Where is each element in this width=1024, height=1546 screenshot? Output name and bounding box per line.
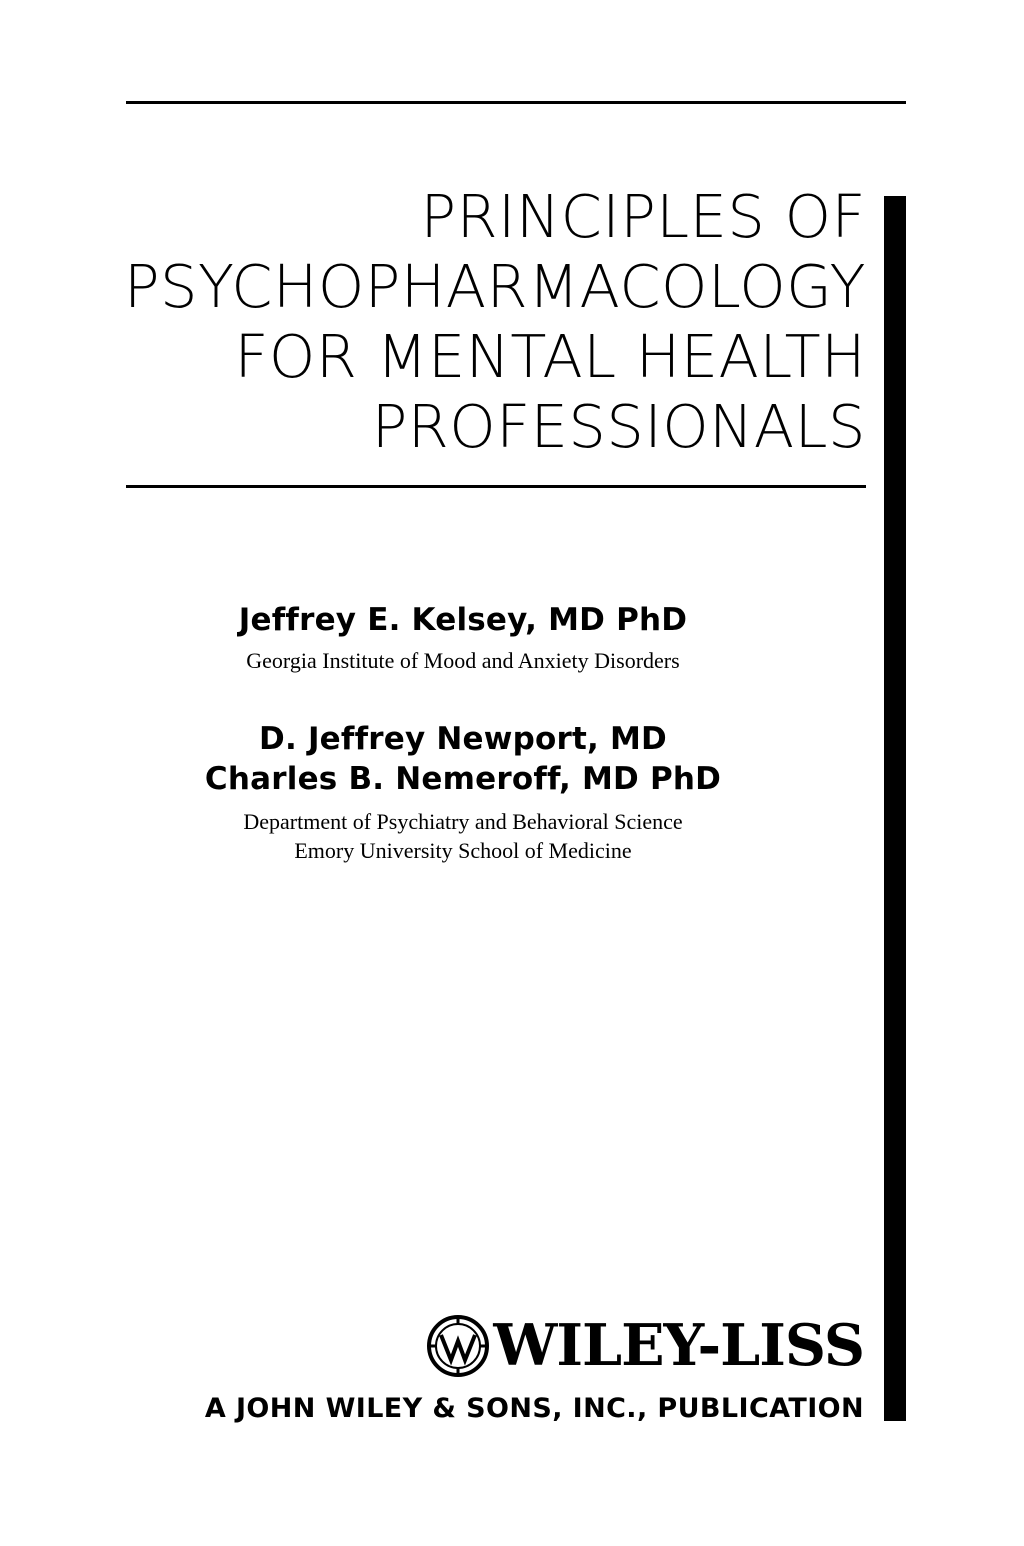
author-affiliation: Department of Psychiatry and Behavioral Science [243, 809, 683, 834]
title-line-4: PROFESSIONALS [371, 392, 866, 461]
author-group-2 [60, 719, 866, 865]
author-name: Jeffrey E. Kelsey, MD PhD [238, 602, 688, 638]
publisher-statement: A JOHN WILEY & SONS, INC., PUBLICATION [204, 1393, 864, 1424]
author-group-1 [60, 600, 866, 675]
wiley-wheel-logo-icon [427, 1315, 489, 1377]
author-block [60, 600, 866, 865]
publisher-block [60, 1312, 866, 1424]
title-line-1: PRINCIPLES OF [420, 182, 866, 251]
title-line-2: PSYCHOPHARMACOLOGY [123, 252, 866, 321]
top-rule [126, 101, 906, 104]
publisher-imprint-row [60, 1312, 866, 1379]
author-name: Charles B. Nemeroff, MD PhD [204, 761, 722, 797]
book-title [60, 182, 866, 462]
title-underline-rule [126, 485, 866, 488]
author-affiliation: Emory University School of Medicine [294, 838, 632, 863]
author-name: D. Jeffrey Newport, MD [259, 721, 667, 757]
title-line-3: FOR MENTAL HEALTH [234, 322, 866, 391]
vertical-black-bar [884, 196, 906, 1421]
publisher-imprint: WILEY-LISS [493, 1312, 864, 1379]
author-affiliation: Georgia Institute of Mood and Anxiety Disorders [246, 648, 680, 673]
